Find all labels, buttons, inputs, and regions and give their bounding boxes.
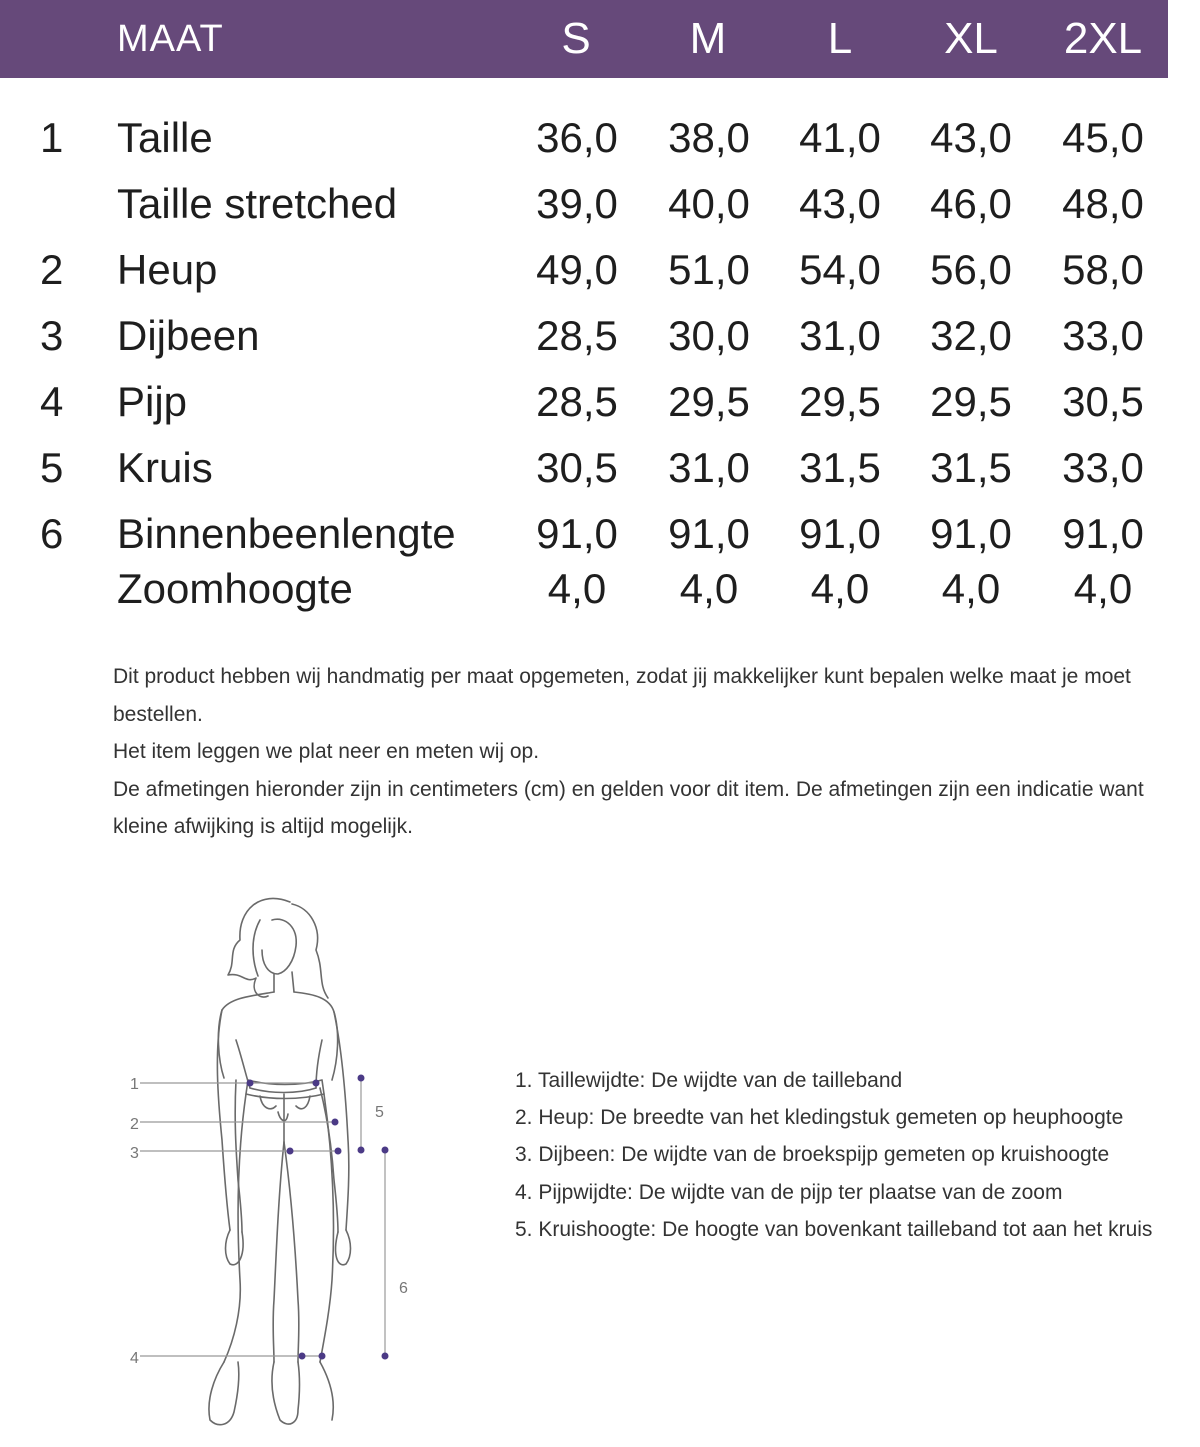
measure-lines	[140, 1075, 389, 1360]
intro-line-3: De afmetingen hieronder zijn in centimeters (cm) en gelden voor dit item. De afmetingen zijn een indicatie want kleine afwijking is altijd mogelijk.	[113, 777, 1144, 838]
row-label: Dijbeen	[117, 312, 260, 359]
value-cell: 43,0	[930, 114, 1012, 161]
marker-6: 6	[399, 1280, 408, 1297]
value-cell: 39,0	[536, 180, 618, 227]
intro-line-2: Het item leggen we plat neer en meten wij op.	[113, 740, 540, 763]
value-cell: 45,0	[1062, 114, 1144, 161]
table-row	[0, 565, 1200, 625]
size-header	[0, 0, 1168, 78]
row-number: 6	[40, 510, 64, 557]
row-number: 5	[40, 444, 64, 491]
legend-item: 1. Taillewijdte: De wijdte van de tailleband	[515, 1069, 903, 1092]
value-cell: 58,0	[1062, 246, 1144, 293]
value-cell: 28,5	[536, 312, 618, 359]
table-row	[0, 378, 1200, 438]
table-row	[0, 444, 1200, 504]
marker-4: 4	[130, 1350, 139, 1367]
legend-item: 4. Pijpwijdte: De wijdte van de pijp ter plaatse van de zoom	[515, 1180, 1063, 1204]
legend-item: 5. Kruishoogte: De hoogte van bovenkant tailleband tot aan het kruis	[515, 1217, 1153, 1241]
size-l: L	[827, 14, 853, 63]
size-2xl: 2XL	[1063, 14, 1143, 63]
value-cell: 54,0	[799, 246, 881, 293]
value-cell: 31,0	[799, 312, 881, 359]
value-cell: 51,0	[668, 246, 750, 293]
marker-3: 3	[130, 1145, 139, 1162]
intro-text	[113, 658, 1163, 846]
row-number: 3	[40, 312, 64, 359]
table-row	[0, 180, 1200, 240]
row-label: Zoomhoogte	[117, 565, 353, 612]
value-cell: 91,0	[668, 510, 750, 557]
value-cell: 4,0	[810, 565, 870, 612]
value-cell: 56,0	[930, 246, 1012, 293]
value-cell: 91,0	[799, 510, 881, 557]
value-cell: 49,0	[536, 246, 618, 293]
table-row	[0, 510, 1200, 570]
value-cell: 91,0	[536, 510, 618, 557]
legend-item: 2. Heup: De breedte van het kledingstuk gemeten op heuphoogte	[515, 1106, 1124, 1130]
value-cell: 43,0	[799, 180, 881, 227]
row-label: Binnenbeenlengte	[117, 510, 456, 557]
row-label: Taille stretched	[117, 180, 398, 227]
value-cell: 32,0	[930, 312, 1012, 359]
size-s: S	[561, 14, 591, 63]
size-m: M	[689, 14, 727, 63]
value-cell: 4,0	[547, 565, 607, 612]
value-cell: 41,0	[799, 114, 881, 161]
table-row	[0, 312, 1200, 372]
table-row	[0, 114, 1200, 174]
row-number: 1	[40, 114, 64, 161]
marker-5: 5	[375, 1104, 384, 1121]
value-cell: 30,0	[668, 312, 750, 359]
row-label: Heup	[117, 246, 218, 293]
value-cell: 40,0	[668, 180, 750, 227]
value-cell: 36,0	[536, 114, 618, 161]
value-cell: 31,0	[668, 444, 750, 491]
value-cell: 38,0	[668, 114, 750, 161]
value-cell: 31,5	[799, 444, 881, 491]
marker-2: 2	[130, 1116, 139, 1133]
value-cell: 31,5	[930, 444, 1012, 491]
value-cell: 48,0	[1062, 180, 1144, 227]
intro-line-1: Dit product hebben wij handmatig per maat opgemeten, zodat jij makkelijker kunt bepalen welke maat je moet bestellen.	[113, 665, 1131, 726]
value-cell: 28,5	[536, 378, 618, 425]
row-label: Kruis	[117, 444, 213, 491]
row-label: Pijp	[117, 378, 188, 425]
measure-labels	[130, 1076, 408, 1367]
value-cell: 30,5	[536, 444, 618, 491]
figure-illustration	[110, 880, 440, 1440]
legend-item: 3. Dijbeen: De wijdte van de broekspijp gemeten op kruishoogte	[515, 1143, 1110, 1167]
row-number: 2	[40, 246, 64, 293]
value-cell: 46,0	[930, 180, 1012, 227]
value-cell: 4,0	[679, 565, 739, 612]
row-label: Taille	[117, 114, 213, 161]
size-xl: XL	[944, 14, 998, 63]
value-cell: 29,5	[668, 378, 750, 425]
measurement-figure	[110, 880, 440, 1440]
row-number: 4	[40, 378, 64, 425]
value-cell: 29,5	[799, 378, 881, 425]
value-cell: 91,0	[1062, 510, 1144, 557]
header-title: MAAT	[117, 18, 224, 60]
value-cell: 4,0	[1073, 565, 1133, 612]
value-cell: 30,5	[1062, 378, 1144, 425]
value-cell: 91,0	[930, 510, 1012, 557]
value-cell: 33,0	[1062, 312, 1144, 359]
woman-outline	[209, 898, 351, 1424]
marker-1: 1	[130, 1076, 139, 1093]
value-cell: 33,0	[1062, 444, 1144, 491]
table-row	[0, 246, 1200, 306]
measurement-legend	[515, 1062, 1165, 1248]
value-cell: 29,5	[930, 378, 1012, 425]
value-cell: 4,0	[941, 565, 1001, 612]
